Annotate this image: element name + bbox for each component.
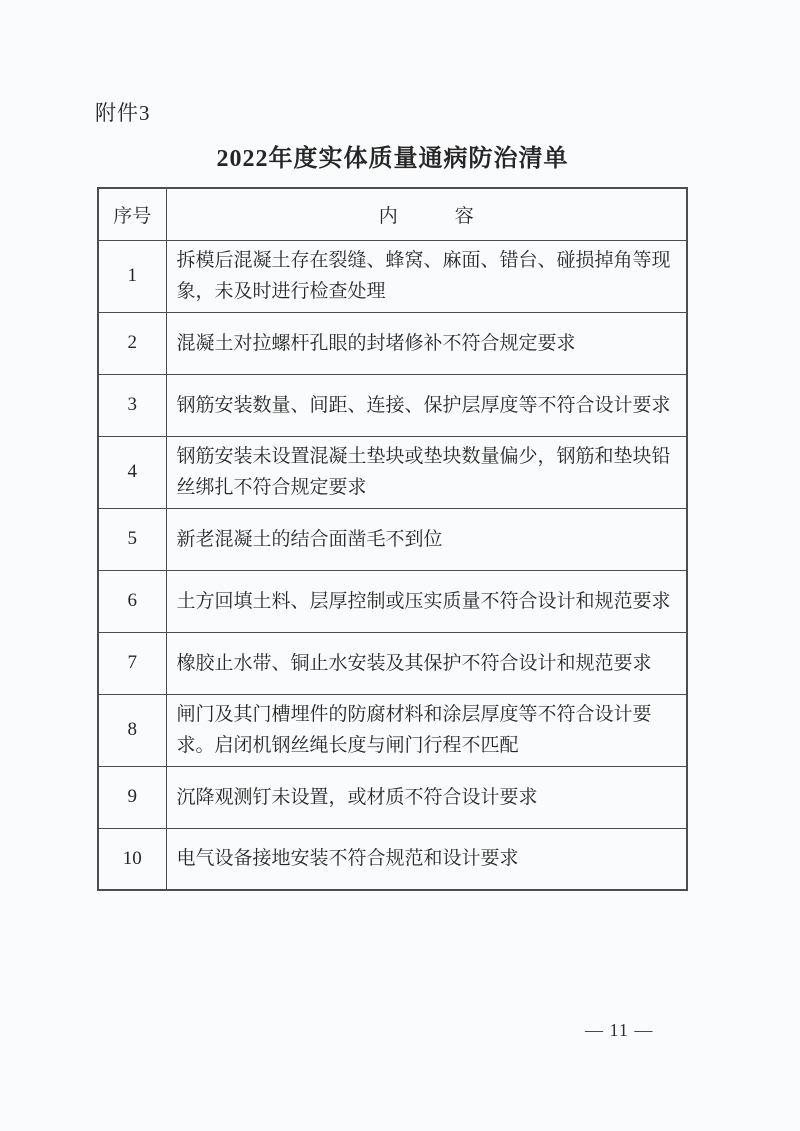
table-row — [98, 436, 687, 508]
row-content: 橡胶止水带、铜止水安装及其保护不符合设计和规范要求 — [166, 632, 687, 694]
row-number: 8 — [98, 694, 166, 766]
row-number: 10 — [98, 828, 166, 890]
row-content: 电气设备接地安装不符合规范和设计要求 — [166, 828, 687, 890]
row-content: 钢筋安装未设置混凝土垫块或垫块数量偏少，钢筋和垫块铅丝绑扎不符合规定要求 — [166, 436, 687, 508]
row-number: 3 — [98, 374, 166, 436]
row-number: 6 — [98, 570, 166, 632]
table-row — [98, 508, 687, 570]
table-row — [98, 374, 687, 436]
row-content: 闸门及其门槽埋件的防腐材料和涂层厚度等不符合设计要求。启闭机钢丝绳长度与闸门行程不匹配 — [166, 694, 687, 766]
row-content: 拆模后混凝土存在裂缝、蜂窝、麻面、错台、碰损掉角等现象，未及时进行检查处理 — [166, 240, 687, 312]
row-number: 7 — [98, 632, 166, 694]
table-row — [98, 240, 687, 312]
row-content: 沉降观测钉未设置，或材质不符合设计要求 — [166, 766, 687, 828]
row-content: 新老混凝土的结合面凿毛不到位 — [166, 508, 687, 570]
attachment-label: 附件3 — [95, 101, 151, 125]
row-content: 钢筋安装数量、间距、连接、保护层厚度等不符合设计要求 — [166, 374, 687, 436]
page-number: — 11 — — [585, 1020, 654, 1040]
row-content: 土方回填土料、层厚控制或压实质量不符合设计和规范要求 — [166, 570, 687, 632]
header-serial-number: 序号 — [98, 188, 166, 240]
table-row — [98, 766, 687, 828]
row-number: 1 — [98, 240, 166, 312]
row-number: 4 — [98, 436, 166, 508]
row-number: 2 — [98, 312, 166, 374]
row-number: 9 — [98, 766, 166, 828]
header-content: 内 容 — [166, 188, 687, 240]
table-row — [98, 312, 687, 374]
table-header-row — [98, 188, 687, 240]
table-row — [98, 632, 687, 694]
row-number: 5 — [98, 508, 166, 570]
table-row — [98, 570, 687, 632]
defects-table — [97, 187, 688, 891]
table-row — [98, 694, 687, 766]
page-title: 2022年度实体质量通病防治清单 — [216, 146, 569, 172]
table-row — [98, 828, 687, 890]
row-content: 混凝土对拉螺杆孔眼的封堵修补不符合规定要求 — [166, 312, 687, 374]
